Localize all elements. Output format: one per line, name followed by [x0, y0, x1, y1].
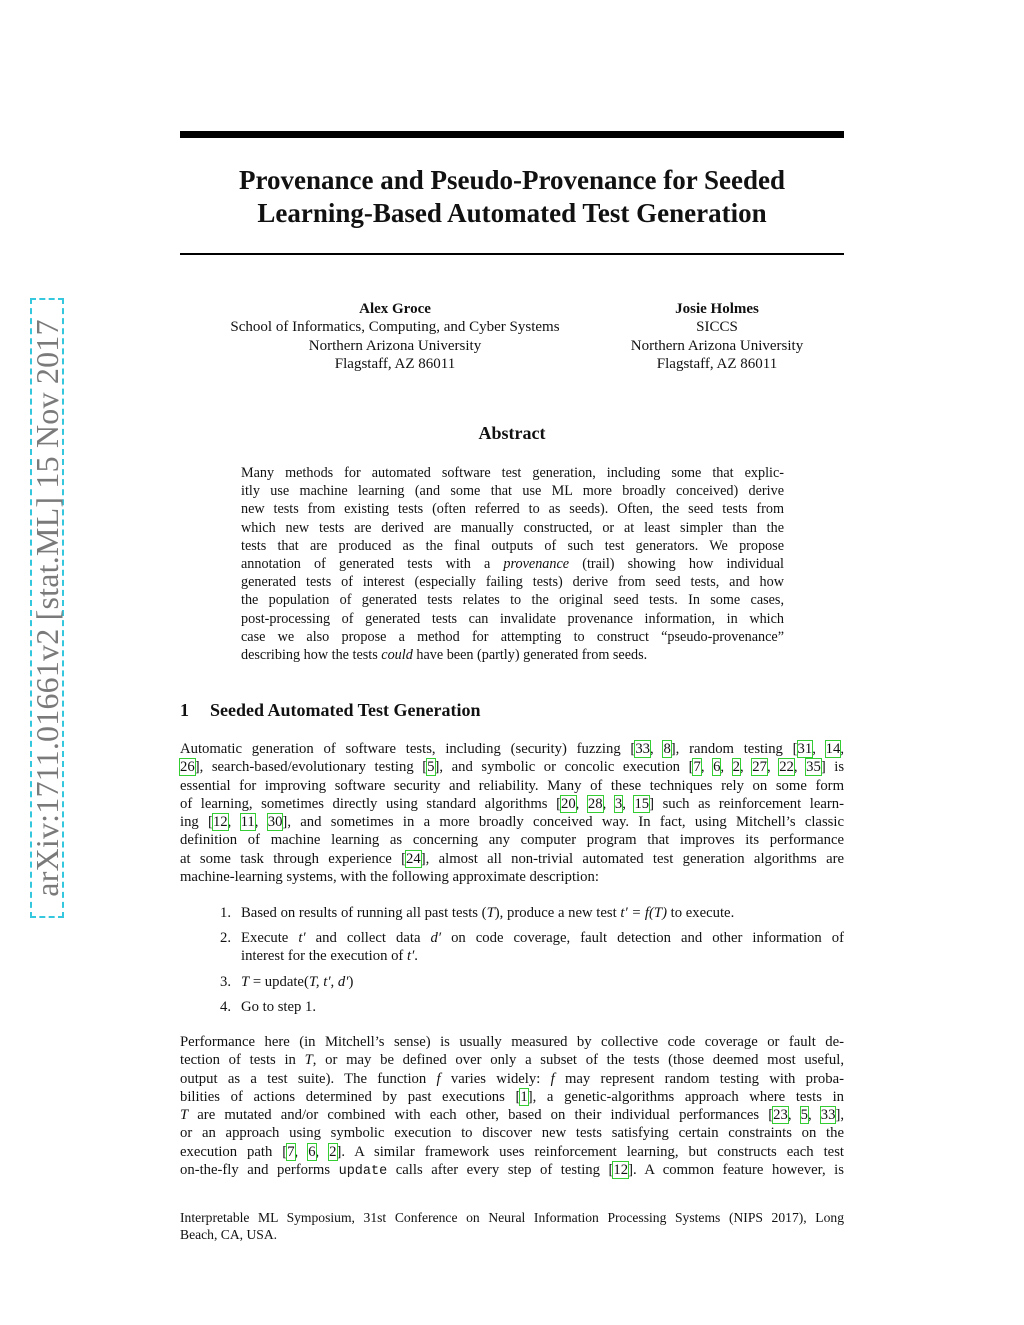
citation-link[interactable]: 31	[797, 741, 813, 757]
abstract-text: describing how the tests	[241, 646, 378, 663]
citation-link[interactable]: 22	[779, 759, 794, 776]
title-line-1: Provenance and Pseudo-Provenance for Seeded	[239, 165, 785, 195]
paragraph-line	[180, 795, 844, 813]
paragraph-line	[180, 740, 844, 758]
author-name: Josie Holmes	[675, 301, 759, 317]
text-run: ] such as reinforcement learn-	[649, 795, 845, 812]
text-run: execution path [	[180, 1143, 288, 1160]
math-run: T, t′, d′	[308, 974, 349, 990]
text-run: )	[348, 974, 354, 990]
math-run: T	[304, 1052, 313, 1069]
step-text	[241, 929, 844, 966]
arxiv-stamp-text: arXiv:1711.01661v2 [stat.ML] 15 Nov 2017	[29, 319, 65, 897]
author-location: Flagstaff, AZ 86011	[334, 355, 456, 372]
paragraph-line	[180, 813, 844, 831]
paragraph-1	[180, 740, 844, 886]
text-run: ],	[835, 1107, 845, 1124]
math-run: t′	[407, 948, 415, 965]
author-affiliation: School of Informatics, Computing, and Cyber Systems	[230, 319, 560, 336]
math-run: T	[180, 1107, 189, 1124]
citation-link[interactable]: 24	[406, 850, 421, 867]
citation-link[interactable]: 6	[713, 759, 721, 776]
text-run: ,	[720, 759, 733, 776]
citation-link[interactable]: 5	[800, 1107, 808, 1124]
text-run: ,	[602, 795, 615, 812]
step-line	[241, 973, 844, 991]
text-run: ], search-based/evolutionary testing [	[194, 759, 428, 776]
text-run: ,	[575, 795, 588, 812]
text-run: bilities of actions determined by past executions [	[180, 1088, 521, 1105]
text-run: ,	[700, 759, 714, 776]
footnote-line: Beach, CA, USA.	[180, 1227, 278, 1242]
citation-link[interactable]: 33	[820, 1107, 836, 1124]
abstract-line: Many methods for automated software test generation, including some that explic-	[241, 465, 784, 481]
text-run: ,	[787, 1107, 801, 1124]
citation-link[interactable]: 26	[180, 759, 195, 776]
paragraph-line	[180, 1143, 844, 1161]
text-run: ing [	[180, 814, 213, 831]
text-run: ]. A common feature however, is	[628, 1162, 844, 1179]
title-top-rule	[180, 131, 844, 138]
step-text	[241, 998, 844, 1016]
text-run: ,	[650, 741, 664, 757]
citation-link[interactable]: 6	[308, 1143, 316, 1160]
paragraph-line	[180, 1051, 844, 1069]
abstract-line: post-processing of generated tests can invalidate provenance information, in which	[241, 610, 784, 627]
text-run: ], and symbolic or concolic execution [	[434, 759, 694, 776]
paragraph-line	[180, 1070, 844, 1088]
paragraph-line	[180, 1106, 844, 1124]
text-run: tection of tests in	[180, 1052, 305, 1069]
text-run: to execute.	[666, 905, 735, 921]
citation-link[interactable]: 30	[267, 814, 283, 831]
text-run: may represent random testing with proba-	[554, 1070, 844, 1087]
text-run: ,	[294, 1143, 309, 1160]
citation-link[interactable]: 12	[613, 1162, 629, 1179]
author-block-2	[612, 300, 822, 373]
paragraph-line: definition of machine learning as concerning any computer program that improves its performance	[180, 832, 844, 849]
text-run: calls after every step of testing [	[387, 1162, 614, 1179]
title-line-2: Learning-Based Automated Test Generation	[257, 198, 767, 228]
citation-link[interactable]: 2	[329, 1143, 337, 1160]
text-run: Based on results of running all past tests (	[241, 905, 487, 921]
text-run: varies widely:	[440, 1070, 551, 1087]
author-block-1	[210, 300, 580, 373]
footnote	[180, 1209, 844, 1243]
abstract-line: the population of generated tests relates to the original seed tests. In some cases,	[241, 592, 784, 609]
text-run: at some task through experience [	[180, 850, 407, 867]
paper-title	[180, 164, 844, 230]
citation-link[interactable]: 15	[634, 795, 650, 812]
abstract-emphasis: could	[381, 646, 413, 663]
text-run: ,	[254, 814, 268, 831]
citation-link[interactable]: 8	[663, 741, 671, 757]
author-institution: Northern Arizona University	[630, 337, 804, 354]
step-line	[241, 929, 844, 947]
text-run: ,	[766, 759, 780, 776]
paragraph-line	[180, 1161, 844, 1179]
math-run: t′ = f(T)	[620, 905, 667, 921]
author-affiliation: SICCS	[696, 319, 738, 336]
abstract-text: annotation of generated tests with a	[241, 555, 491, 572]
step-text	[241, 904, 844, 922]
paragraph-line: or an approach using symbolic execution to discover new tests satisfying certain constraints on the	[180, 1125, 844, 1142]
text-run: ], almost all non-trivial automated test generation algorithms are	[420, 850, 844, 867]
abstract-body	[241, 464, 784, 664]
paragraph-line	[180, 850, 844, 868]
citation-link[interactable]: 5	[427, 759, 435, 776]
text-run: = update(	[249, 974, 309, 990]
step-line	[241, 904, 844, 922]
text-run: .	[414, 948, 418, 965]
text-run: ], a genetic-algorithms approach where tests in	[527, 1088, 844, 1105]
paragraph-line	[180, 758, 844, 776]
abstract-line: new tests from existing tests (often referred to as seeds). Often, the seed tests from	[241, 501, 784, 518]
step-line	[241, 947, 844, 965]
text-run: ,	[812, 741, 826, 757]
citation-link[interactable]: 7	[287, 1143, 295, 1160]
paragraph-line	[180, 1088, 844, 1106]
text-run: ), produce a new test	[494, 905, 621, 921]
abstract-line	[241, 555, 784, 573]
text-run: interest for the execution of	[241, 948, 407, 965]
abstract-heading: Abstract	[478, 423, 546, 443]
paragraph-2	[180, 1033, 844, 1179]
title-bottom-rule	[180, 253, 844, 255]
text-run: , or may be defined over only a subset of the tests (those deemed most useful,	[312, 1052, 844, 1069]
citation-link[interactable]: 7	[693, 759, 701, 776]
text-run: Automatic generation of software tests, including (security) fuzzing [	[180, 741, 636, 757]
step-line: Go to step 1.	[241, 999, 317, 1015]
text-run: are mutated and/or combined with each other, based on their individual performances [	[188, 1107, 774, 1124]
text-run: output as a test suite). The function	[180, 1070, 437, 1087]
citation-link[interactable]: 20	[560, 795, 576, 812]
text-run: ,	[807, 1107, 821, 1124]
text-run: ,	[840, 741, 845, 757]
step-number: 4.	[220, 999, 232, 1015]
text-run: on-the-fly and performs	[180, 1162, 339, 1179]
text-run: and collect data	[305, 930, 431, 946]
citation-link[interactable]: 3	[614, 795, 623, 812]
abstract-line: tests that are produced as the final outputs of such test generators. We propose	[241, 537, 784, 554]
citation-link[interactable]: 14	[825, 741, 841, 757]
code-run: update	[338, 1164, 388, 1180]
math-run: T	[241, 974, 250, 990]
text-run: ,	[315, 1143, 330, 1160]
citation-link[interactable]: 28	[587, 795, 603, 812]
abstract-line: itly use machine learning (and some that use ML more broadly conceived) derive	[241, 483, 784, 500]
citation-link[interactable]: 33	[635, 741, 650, 757]
text-run: ]. A similar framework uses reinforcement learning, but constructs each test	[336, 1143, 845, 1160]
citation-link[interactable]: 11	[240, 814, 255, 831]
citation-link[interactable]: 23	[773, 1107, 788, 1124]
paragraph-line: Performance here (in Mitchell’s sense) is usually measured by collective code coverage or fault de-	[180, 1034, 844, 1050]
math-run: t′	[298, 930, 306, 946]
abstract-line	[241, 646, 784, 664]
step-number: 2.	[220, 930, 232, 946]
citation-link[interactable]: 35	[806, 759, 821, 776]
text-run: of learning, sometimes directly using standard algorithms [	[180, 795, 561, 812]
text-run: ,	[622, 795, 635, 812]
section-heading	[180, 699, 481, 721]
abstract-line: generated tests of interest (especially failing tests) derive from seed tests, and how	[241, 574, 784, 591]
author-location: Flagstaff, AZ 86011	[656, 355, 778, 372]
step-number: 3.	[220, 974, 232, 990]
author-name: Alex Groce	[359, 301, 431, 317]
step-text	[241, 973, 844, 991]
step-number: 1.	[220, 905, 232, 921]
citation-link[interactable]: 12	[212, 814, 228, 831]
citation-link[interactable]: 27	[752, 759, 767, 776]
citation-link[interactable]: 2	[732, 759, 741, 776]
math-run: f	[436, 1070, 441, 1087]
math-run: f	[550, 1070, 555, 1087]
text-run: on code coverage, fault detection and other information of	[441, 930, 844, 946]
math-run: T	[486, 905, 495, 921]
abstract-text: (trail) showing how individual	[582, 555, 784, 572]
author-institution: Northern Arizona University	[308, 337, 482, 354]
text-run: ,	[740, 759, 753, 776]
paragraph-line: essential for improving software security and reliability. Many of these techniques rely on some form	[180, 777, 844, 794]
citation-link[interactable]: 1	[520, 1088, 528, 1105]
abstract-text: have been (partly) generated from seeds.	[416, 646, 648, 663]
abstract-line: which new tests are derived are manually constructed, or at least simpler than the	[241, 519, 784, 536]
section-number: 1	[180, 700, 189, 720]
text-run: ] is	[820, 759, 845, 776]
text-run: Execute	[241, 930, 299, 946]
abstract-line: case we also propose a method for attempting to construct “pseudo-provenance”	[241, 628, 784, 645]
text-run: ,	[227, 814, 241, 831]
math-run: d′	[430, 930, 442, 946]
paragraph-line: machine-learning systems, with the following approximate description:	[180, 869, 599, 886]
abstract-emphasis: provenance	[503, 555, 570, 572]
text-run: ], and sometimes in a more broadly conceived way. In fact, using Mitchell’s classic	[282, 814, 844, 831]
footnote-line: Interpretable ML Symposium, 31st Conference on Neural Information Processing Systems (NIPS 2017), Long	[180, 1210, 844, 1225]
text-run: ], random testing [	[670, 741, 798, 757]
text-run: ,	[793, 759, 807, 776]
section-title: Seeded Automated Test Generation	[210, 700, 481, 720]
